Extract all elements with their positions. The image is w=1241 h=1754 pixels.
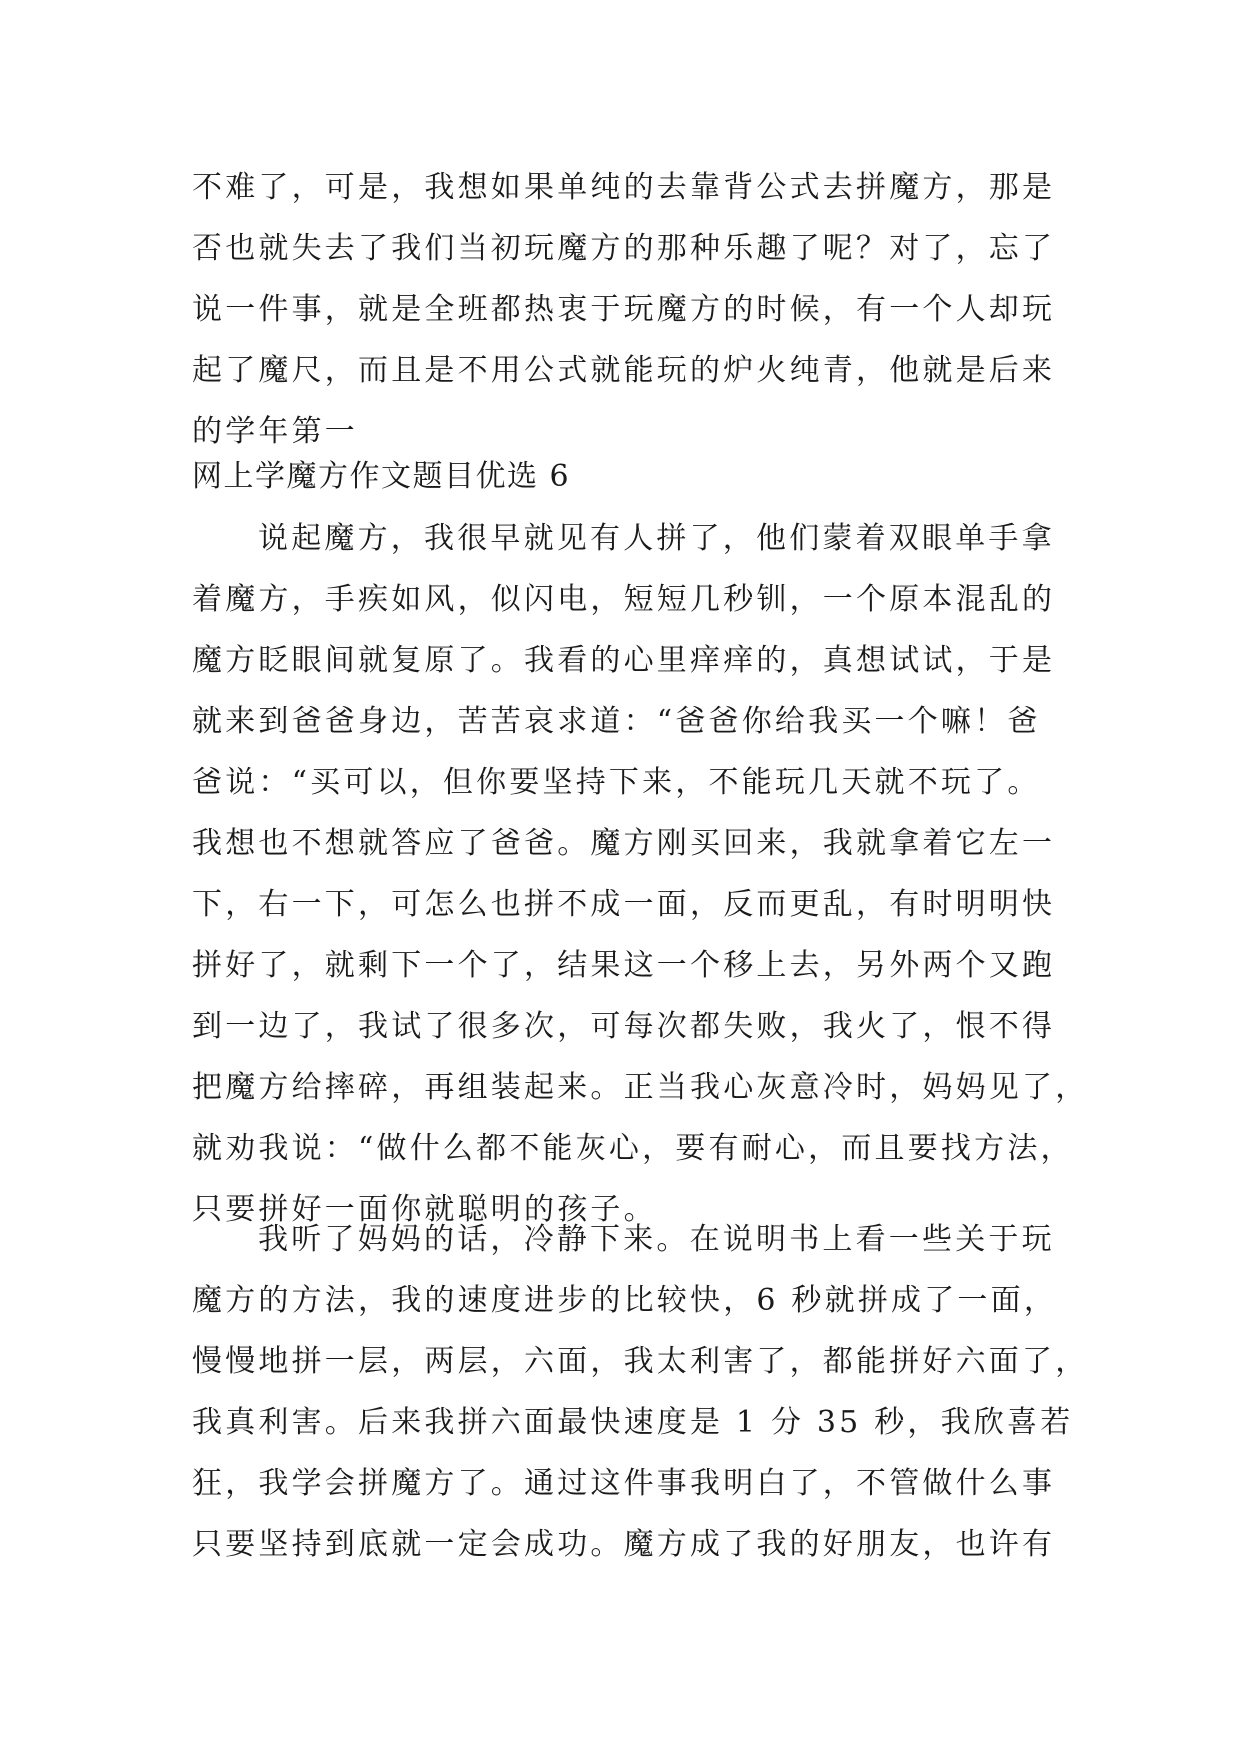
text-line: 我真利害。后来我拼六面最快速度是 1 分 35 秒，我欣喜若	[192, 1405, 1074, 1440]
text-line: 狂，我学会拼魔方了。通过这件事我明白了，不管做什么事	[192, 1466, 1056, 1501]
text-line: 否也就失去了我们当初玩魔方的那种乐趣了呢？对了，忘了	[192, 231, 1056, 266]
paragraph-2	[192, 1209, 1089, 1575]
text-line: 起了魔尺，而且是不用公式就能玩的炉火纯青，他就是后来	[192, 353, 1056, 388]
text-line: 到一边了，我试了很多次，可每次都失败，我火了，恨不得	[192, 1009, 1056, 1044]
text-line: 就劝我说：“做什么都不能灰心，要有耐心，而且要找方法，	[192, 1131, 1074, 1166]
text-line: 我想也不想就答应了爸爸。魔方刚买回来，我就拿着它左一	[192, 826, 1056, 861]
text-line: 慢慢地拼一层，两层，六面，我太利害了，都能拼好六面了，	[192, 1344, 1089, 1379]
text-line: 下，右一下，可怎么也拼不成一面，反而更乱，有时明明快	[192, 887, 1056, 922]
text-line: 我听了妈妈的话，冷静下来。在说明书上看一些关于玩	[258, 1222, 1055, 1257]
text-line: 魔方眨眼间就复原了。我看的心里痒痒的，真想试试，于是	[192, 643, 1056, 678]
text-line: 只要坚持到底就一定会成功。魔方成了我的好朋友，也许有	[192, 1527, 1056, 1562]
section-heading: 网上学魔方作文题目优选 6	[192, 459, 571, 494]
text-line: 着魔方，手疾如风，似闪电，短短几秒钏，一个原本混乱的	[192, 582, 1056, 617]
text-line: 把魔方给摔碎，再组装起来。正当我心灰意冷时，妈妈见了，	[192, 1070, 1089, 1105]
paragraph-1	[192, 508, 1089, 1240]
text-line: 说一件事，就是全班都热衷于玩魔方的时候，有一个人却玩	[192, 292, 1056, 327]
text-line: 就来到爸爸身边，苦苦哀求道：“爸爸你给我买一个嘛！爸	[192, 704, 1041, 739]
text-line: 只要拼好一面你就聪明的孩子。	[192, 1192, 657, 1227]
text-line: 拼好了，就剩下一个了，结果这一个移上去，另外两个又跑	[192, 948, 1056, 983]
text-line: 说起魔方，我很早就见有人拼了，他们蒙着双眼单手拿	[258, 521, 1055, 556]
text-line: 的学年第一	[192, 414, 358, 449]
text-line: 爸说：“买可以，但你要坚持下来，不能玩几天就不玩了。	[192, 765, 1041, 800]
text-line: 不难了，可是，我想如果单纯的去靠背公式去拼魔方，那是	[192, 170, 1056, 205]
text-line: 魔方的方法，我的速度进步的比较快，6 秒就拼成了一面，	[192, 1283, 1058, 1318]
continued-paragraph	[192, 157, 1064, 462]
